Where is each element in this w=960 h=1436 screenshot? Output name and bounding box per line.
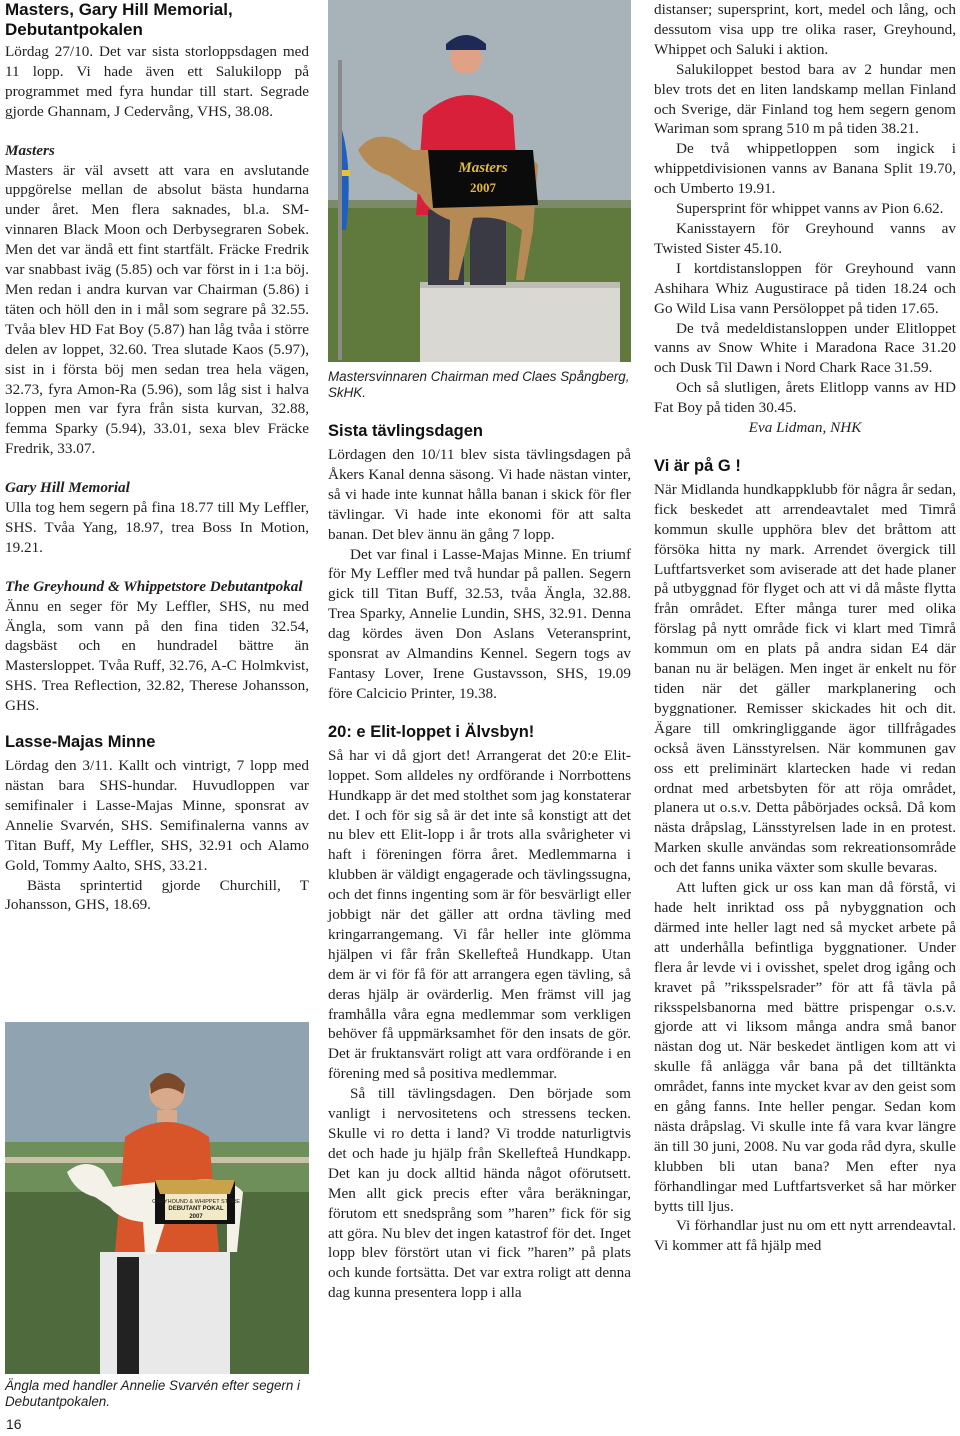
- col3-paragraph-2: Salukiloppet bestod bara av 2 hundar men blev trots det en liten landskamp mellan Finland och Sverige, där Finland tog hem segern genom Wariman som sprang 510 m på tiden 38.21.: [654, 60, 956, 138]
- vi-paragraph-1: När Midlanda hundkappklubb för några år sedan, fick beskedet att arrendeavtalet med Timrå kommun skulle upphöra blev det bråttom att försöka hitta ny mark. Arrendet övergick till Luftfartsverket som aviserade att det hade planer på utbyggnad för flyget och att vi då måste flytta från området. Efter många turer med olika förslag på nytt område fick vi klart med Timrå kommun om en plats på andra sidan E4 där banan nu är belägen. Men inget är enkelt nu för tiden när det gäller markplanering och byggnationer. Remisser skickades hit och dit. Ägare till omkringliggande ägor tillfrågades också även Länsstyrelsen. När kommunen gav oss ett preliminärt klartecken hade vi redan ordnat med arbetsbyten för att röja området, planera ut o.s.v. Detta påbörjades också. Då kom nästa dråpslag, Länsstyrelsen lade in en protest. Marken skulle användas som rekreationsområde och det fanns unika växter som skulle bevaras.: [654, 480, 956, 877]
- column-1: [5, 0, 309, 915]
- article-body: [5, 42, 309, 915]
- col3-paragraph-3: De två whippetloppen som ingick i whippetdivisionen vanns av Banana Split 19.70, och Umberto 19.91.: [654, 140, 956, 198]
- debutantpokal-paragraph: Ännu en seger för My Leffler, SHS, nu med Ängla, som vann på den fina tiden 32.54, dagsbäst och en hundradel bättre än Mastersloppet. Tvåa Ruff, 32.76, A-C Holmkvist, SHS. Trea Reflection, 32.82, Therese Johansson, GHS.: [5, 597, 309, 715]
- col3-paragraph-8: Och så slutligen, årets Elitlopp vanns av HD Fat Boy på tiden 30.45.: [654, 379, 956, 417]
- blanket-text-1: GREYHOUND & WHIPPET STORE: [152, 1199, 240, 1205]
- masters-blanket-year: 2007: [470, 180, 496, 195]
- angla-photo-illustration: [5, 1022, 309, 1374]
- gary-hill-paragraph: Ulla tog hem segern på fina 18.77 till My Leffler, SHS. Tvåa Yang, 18.97, trea Boss In Motion, 19.21.: [5, 499, 309, 556]
- page-number: 16: [6, 1416, 22, 1432]
- col3-paragraph-5: Kanisstayern för Greyhound vanns av Twisted Sister 45.10.: [654, 219, 956, 257]
- blanket-text-2: DEBUTANT POKAL: [168, 1206, 224, 1212]
- debutantpokal-heading: The Greyhound & Whippetstore Debutantpokal: [5, 577, 303, 595]
- col3-paragraph-7: De två medeldistansloppen under Elitloppet vanns av Snow White i Maradona Race 31.20 och Dusk Til Dawn i Nord Chark Race 31.59.: [654, 319, 956, 377]
- elit-body: [328, 746, 631, 1303]
- col3-paragraph-6: I kortdistansloppen för Greyhound vann Ashihara Whiz Augustirace på tiden 18.24 och Go Wild Lisa vann Persöloppet på tiden 17.65.: [654, 259, 956, 317]
- column-3: [654, 0, 956, 1256]
- lasse-majas-heading: Lasse-Majas Minne: [5, 733, 156, 752]
- article-title: Masters, Gary Hill Memorial, Debutantpokalen: [5, 0, 233, 39]
- elit-continued-body: [654, 0, 956, 438]
- vi-ar-pa-g-body: [654, 480, 956, 1256]
- lasse-majas-paragraph: Lördag den 3/11. Kallt och vintrigt, 7 lopp med nästan bara SHS-hundar. Huvudloppen var semifinaler i Lasse-Majas Minne, sponsrat av Annelie Svarvén, SHS. Semifinalerna vanns av Titan Buff, My Leffler, SHS, 32.91 och Alamo Gold, Tommy Aalto, SHS, 33.21.: [5, 757, 309, 874]
- angla-photo: [5, 1022, 309, 1374]
- vi-paragraph-3: Vi förhandlar just nu om ett nytt arrendeavtal. Vi kommer att få hjälp med: [654, 1217, 956, 1255]
- chairman-photo-caption: Mastersvinnaren Chairman med Claes Spångberg, SkHK.: [328, 369, 630, 400]
- author-signature: Eva Lidman, NHK: [748, 419, 862, 437]
- sista-paragraph-1: Lördagen den 10/11 blev sista tävlingsdagen på Åkers Kanal denna säsong. Vi hade nästan vinter, så vi hade inte kunnat hålla banan i skick för fler tävlingar. Vi hade inte ekonomi för att salta banan. Det blev ännu än gång 7 lopp.: [328, 446, 631, 543]
- vi-paragraph-2: Att luften gick ur oss kan man då förstå, vi hade helt inriktad oss på nybyggnation och därmed inte heller lagt ned så mycket arbete på att underhålla befintliga byggnationer. Under flera år levde vi i ovisshet, spelet drog igång och kravet på ”riksspelsrader” för att få tävla på riksspelsbanorna med bättre prispengar o.s.v. gjorde att vi liksom många andra små banor nästan dog ut. När beskedet äntligen kom att vi skulle få anlägga vår bana på det tilltänkta området, fanns inte mycket kvar av den geist som en gång fanns. Inte heller pengar. Sedan kom nästa dråpslag. Vi skulle inte få vara kvar längre än till 30 juni, 2008. Nu var goda råd dyra, skulle klubben bli utan bana? Men efter nya förhandlingar med Luftfartsverket så har mörker bytts till ljus.: [654, 879, 956, 1215]
- angla-photo-caption: Ängla med handler Annelie Svarvén efter segern i Debutantpokalen.: [5, 1378, 301, 1409]
- blanket-text-3: 2007: [189, 1214, 203, 1220]
- lasse-majas-paragraph-2: Bästa sprintertid gjorde Churchill, T Johansson, GHS, 18.69.: [5, 876, 309, 914]
- vi-ar-pa-g-heading: Vi är på G !: [654, 456, 741, 475]
- masters-heading: Masters: [5, 141, 55, 159]
- column-2: [328, 369, 631, 1303]
- chairman-photo: [328, 0, 631, 362]
- elit-paragraph-2: Så till tävlingsdagen. Den började som vanligt i nervositetens och stressens tecken. Skulle vi ro detta i land? Vi trodde naturligtvis det och hade ju hjälp från Skellefteå Hundkapp. Det kan ju dock alltid hända något oförutsett. Men allt gick precis efter våra beräkningar, förutom ett snedsprång som ”haren” fick för sig att göra. Nu blev det ingen katastrof för det. Inget lopp blev förstört utan vi fick ”haren” på plats och kunde fortsätta. Det var extra roligt att denna dag kunna presentera lopp i alla: [328, 1085, 631, 1302]
- sista-paragraph-2: Det var final i Lasse-Majas Minne. En triumf för My Leffler med två hundar på pallen. Segern gick till Titan Buff, 32.53, tvåa Ängla, 32.88. Trea Sparky, Annelie Lundin, SHS, 32.91. Denna dag kördes även Don Aslans Veteransprint, sponsrat av Almandins Kennel. Segern togs av Fantasy Lover, Irene Gustavsson, SHS, 19.09 före Calcicio Printer, 19.38.: [328, 545, 631, 702]
- sista-body: [328, 445, 631, 704]
- gary-hill-heading: Gary Hill Memorial: [5, 479, 130, 497]
- intro-paragraph: Lördag 27/10. Det var sista storloppsdagen med 11 lopp. Vi hade även ett Salukilopp på programmet med fyra hundar till start. Segrade gjorde Ghannam, J Cedervång, VHS, 38.08.: [5, 43, 309, 120]
- masters-paragraph: Masters är väl avsett att vara en avslutande uppgörelse mellan de absolut bästa hundarna under året. Men flera saknades, bl.a. SM-vinnaren Black Moon och Derbysegraren Sobek. Men det var ändå ett fint startfält. Fräcke Fredrik var snabbast iväg (5.85) och var först in i 1:a böj. Men redan i andra kurvan var Chairman (5.86) i täten och höll den in i mål som segrare på 32.55. Tvåa blev HD Fat Boy (5.87) han låg tvåa i större delen av loppet, 32.60. Trea slutade Kaos (5.97), sist in i första böj men sedan trea hela vägen, 32.73, fyra Amon-Ra (5.96), som låg sist i halva loppen men var fyra från sista kurvan, 32.88, femma Sparky (5.94), 33.01, sexa blev Fräcke Fredrik, 33.07.: [5, 161, 309, 458]
- elit-paragraph-1: Så har vi då gjort det! Arrangerat det 20:e Elit-loppet. Som alldeles ny ordförande i Norrbottens Hundkapp är det med stolthet som jag konstaterar det. I och för sig så är det inte så konstigt att det nu blev ett Elit-lopp i år trots alla svårigheter vi haft i föreningen förra året. Medlemmarna i klubben är väldigt engagerade och tävlingssugna, och det finns ingenting som är för besvärligt eller jobbigt när det gäller att ordna tävling med kringarrangemang. Vi får heller inte glömma hjälpen vi får från Skellefteå Hundkapp. Utan dem är vi för få för att arrangera egen tävling, så deras hjälp är ovärderlig. Men främst vill jag framhålla våra egna medlemmar som verkligen behöver få uppmärksamhet för den insats de gör. Det är fruktansvärt roligt att vara ordförande i en förening med så positiva medlemmar.: [328, 746, 631, 1083]
- col3-paragraph-1: distanser; supersprint, kort, medel och lång, och dessutom visa upp tre olika raser, Greyhound, Whippet och Saluki i aktion.: [654, 1, 956, 58]
- elit-heading: 20: e Elit-loppet i Älvsbyn!: [328, 722, 535, 741]
- col3-paragraph-4: Supersprint för whippet vanns av Pion 6.62.: [676, 200, 944, 218]
- chairman-photo-illustration: [328, 0, 631, 362]
- sista-heading: Sista tävlingsdagen: [328, 422, 483, 440]
- masters-blanket-text: Masters: [458, 160, 508, 176]
